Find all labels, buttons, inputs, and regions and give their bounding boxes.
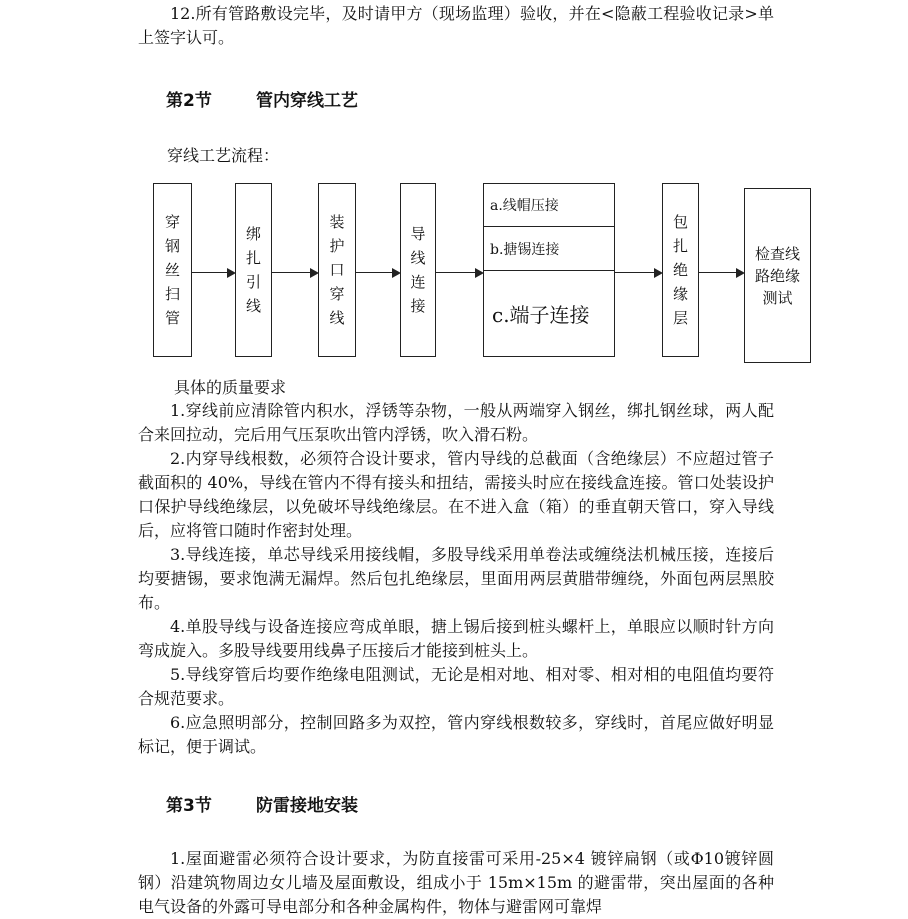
flow-arrow <box>272 272 317 273</box>
requirement-5: 5.导线穿管后均要作绝缘电阻测试，无论是相对地、相对零、相对相的电阻值均要符合规范要求。 <box>138 665 774 708</box>
flow-step-2-text: 绑 扎 引 线 <box>245 225 261 315</box>
requirement-4: 4.单股导线与设备连接应弯成单眼，搪上锡后接到桩头螺杆上，单眼应以顺时针方向弯成旋入。多股导线要用线鼻子压接后才能接到桩头上。 <box>138 617 774 660</box>
flow-step-1 <box>153 183 192 357</box>
flow-label: 穿线工艺流程： <box>167 146 280 165</box>
flow-step-4 <box>400 183 436 357</box>
flow-step-4-text: 导 线 连 接 <box>410 225 426 315</box>
flow-step-6 <box>662 183 699 357</box>
section-heading-2 <box>166 86 358 111</box>
requirement-2: 2.内穿导线根数，必须符合设计要求，管内导线的总截面（含绝缘层）不应超过管子截面积的 40%，导线在管内不得有接头和扭结，需接头时应在接线盒连接。管口处装设护口保护导线绝缘层，以免破坏导线绝缘层。在不进入盒（箱）的垂直朝天管口，穿入导线后，应将管口随时作密封处理。 <box>138 449 774 540</box>
section-heading-3 <box>166 791 358 816</box>
flow-step-5 <box>483 183 615 357</box>
intro-paragraph: 12.所有管路敷设完毕，及时请甲方（现场监理）验收，并在<隐蔽工程验收记录>单上签字认可。 <box>138 4 774 47</box>
flow-arrow <box>699 272 743 273</box>
flow-arrow <box>192 272 234 273</box>
flow-step-5b: b.搪锡连接 <box>484 227 614 271</box>
flow-step-3 <box>318 183 356 357</box>
section-number: 第2节 <box>166 91 212 111</box>
flow-arrow <box>436 272 482 273</box>
flow-step-5a: a.线帽压接 <box>484 184 614 227</box>
section-title: 防雷接地安装 <box>256 796 358 816</box>
flow-step-7 <box>744 188 811 363</box>
requirement-1: 1.穿线前应清除管内积水，浮锈等杂物，一般从两端穿入钢丝，绑扎钢丝球，两人配合来回拉动，完后用气压泵吹出管内浮锈，吹入滑石粉。 <box>138 401 774 444</box>
flow-step-7-text: 检查线 路绝缘 测试 <box>754 244 800 307</box>
flow-arrow <box>356 272 399 273</box>
flow-step-6-text: 包 扎 绝 缘 层 <box>672 213 688 327</box>
flow-step-1-text: 穿 钢 丝 扫 管 <box>164 213 180 327</box>
flow-step-3-text: 装 护 口 穿 线 <box>329 213 345 327</box>
flow-step-2 <box>235 183 272 357</box>
quality-title: 具体的质量要求 <box>174 378 287 397</box>
section-number: 第3节 <box>166 796 212 816</box>
section-title: 管内穿线工艺 <box>256 91 358 111</box>
flow-arrow <box>615 272 661 273</box>
flow-step-5c: c.端子连接 <box>492 303 590 327</box>
requirement-6: 6.应急照明部分，控制回路多为双控，管内穿线根数较多，穿线时，首尾应做好明显标记，便于调试。 <box>138 713 774 756</box>
requirement-3: 3.导线连接，单芯导线采用接线帽，多股导线采用单卷法或缠绕法机械压接，连接后均要搪锡，要求饱满无漏焊。然后包扎绝缘层，里面用两层黄腊带缠绕，外面包两层黑胶布。 <box>138 545 774 612</box>
lightning-paragraph: 1.屋面避雷必须符合设计要求，为防直接雷可采用-25×4 镀锌扁钢（或Φ10镀锌圆钢）沿建筑物周边女儿墙及屋面敷设，组成小于 15m×15m 的避雷带，突出屋面的各种电气设备的外露可导电部分和各种金属构件，物体与避雷网可靠焊 <box>138 849 774 916</box>
